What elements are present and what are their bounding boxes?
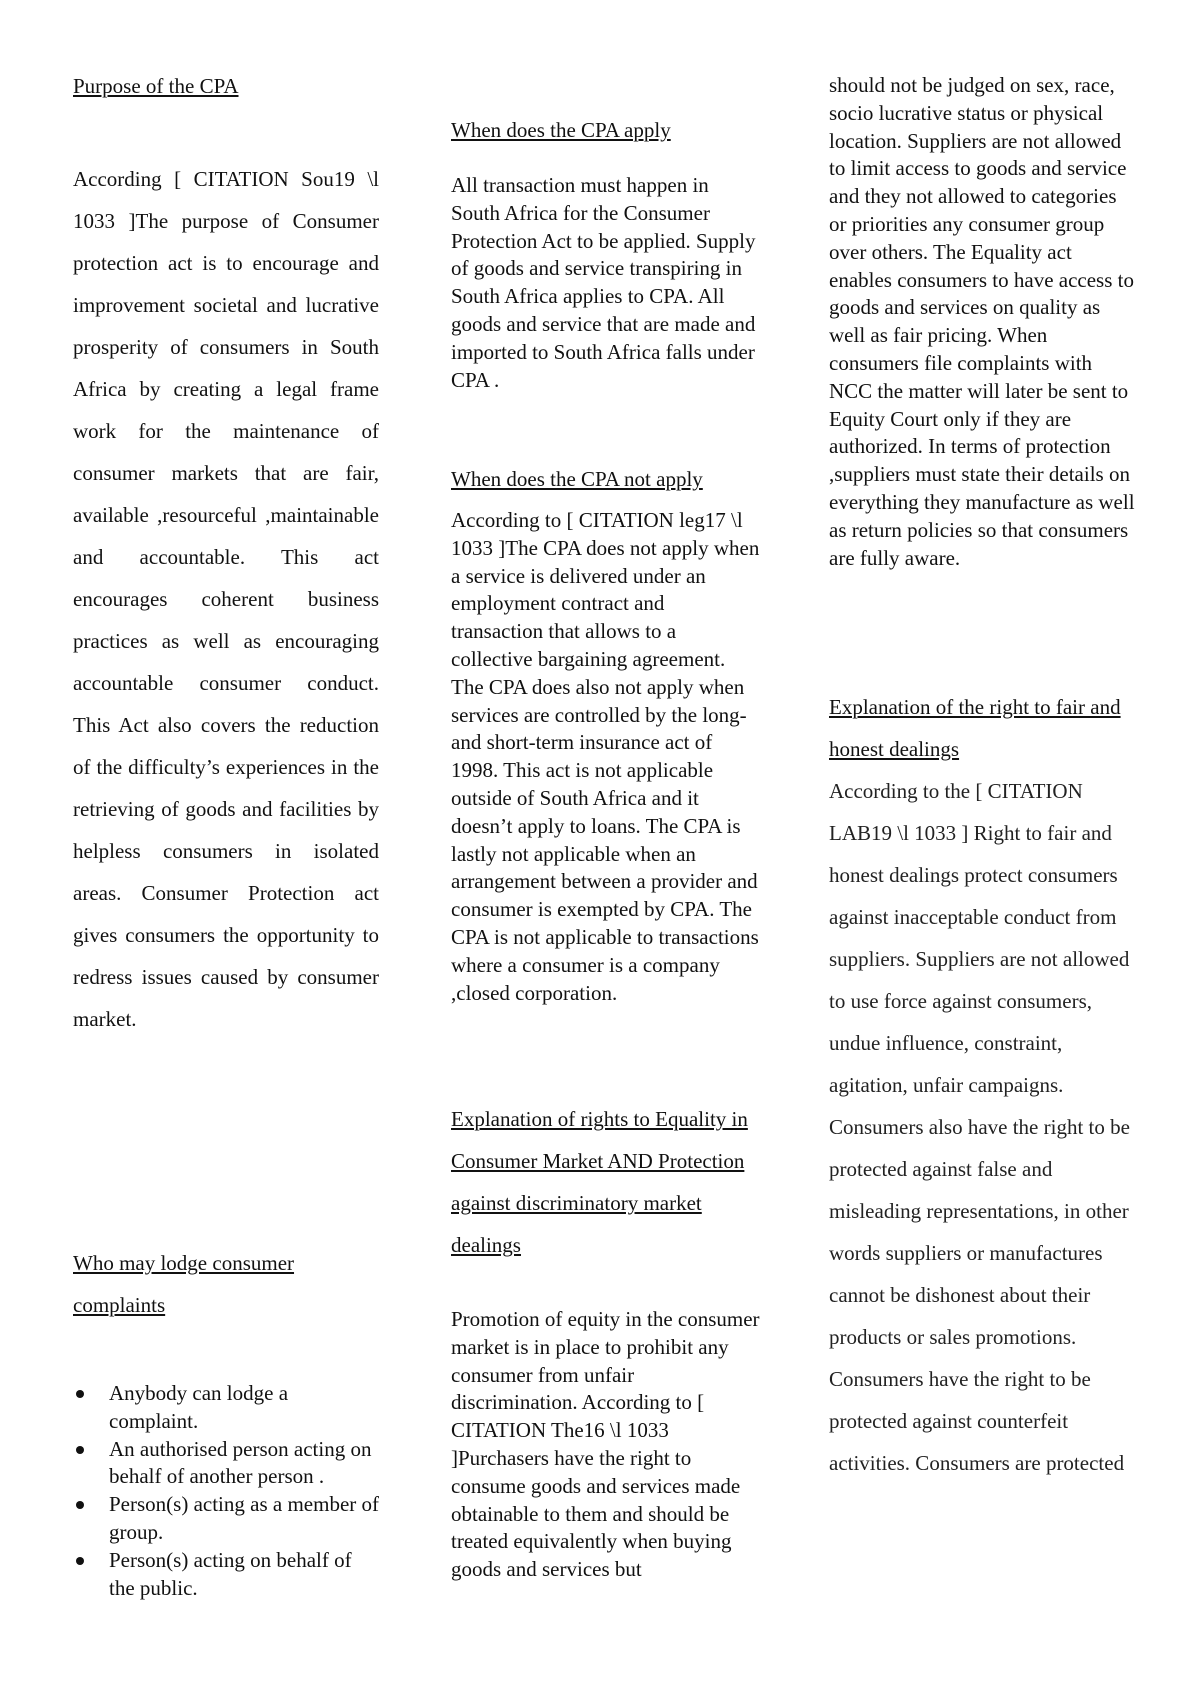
purpose-heading: Purpose of the CPA xyxy=(73,74,239,98)
list-item: Person(s) acting on behalf of the public. xyxy=(73,1547,379,1603)
equality-continued-paragraph: should not be judged on sex, race, socio lucrative status or physical location. Suppliers are not allowed to limit access to goods and service and they not allowed to categories or priorities any consumer group over others. The Equality act enables consumers to have access to goods and services on quality as well as fair pricing. When consumers file complaints with NCC the matter will later be sent to Equity Court only if they are authorized. In terms of protection ,suppliers must state their details on everything they manufacture as well as return policies so that consumers are fully aware. xyxy=(829,73,1135,570)
equality-paragraph: Promotion of equity in the consumer market is in place to prohibit any consumer from unfair discrimination. According to [ CITATION The16 \l 1033 ]Purchasers have the right to consume goods and services made obtainable to them and should be treated equivalently when buying goods and services but xyxy=(451,1307,760,1582)
lodge-list xyxy=(73,1380,379,1602)
fair-dealings-paragraph: According to the [ CITATION LAB19 \l 1033 ] Right to fair and honest dealings protect consumers against inacceptable conduct from suppliers. Suppliers are not allowed to use force against consumers, undue influence, constraint, agitation, unfair campaigns. Consumers also have the right to be protected against false and misleading representations, in other words suppliers or manufactures cannot be dishonest about their products or sales promotions. Consumers have the right to be protected against counterfeit activities. Consumers are protected xyxy=(829,779,1130,1475)
lodge-heading: Who may lodge consumer complaints xyxy=(73,1251,295,1317)
equality-heading: Explanation of rights to Equality in Consumer Market AND Protection against discriminatory market dealings xyxy=(451,1107,748,1257)
list-item: An authorised person acting on behalf of another person . xyxy=(73,1436,379,1492)
apply-paragraph: All transaction must happen in South Africa for the Consumer Protection Act to be applied. Supply of goods and service transpiring in South Africa applies to CPA. All goods and service that are made and imported to South Africa falls under CPA . xyxy=(451,173,756,392)
apply-heading: When does the CPA apply xyxy=(451,118,671,142)
not-apply-paragraph: According to [ CITATION leg17 \l 1033 ]The CPA does not apply when a service is delivered under an employment contract and transaction that allows to a collective bargaining agreement. The CPA does also not apply when services are controlled by the long- and short-term insurance act of 1998. This act is not applicable outside of South Africa and it doesn’t apply to loans. The CPA is lastly not applicable when an arrangement between a provider and consumer is exempted by CPA. The CPA is not applicable to transactions where a consumer is a company ,closed corporation. xyxy=(451,508,760,1005)
purpose-paragraph: According [ CITATION Sou19 \l 1033 ]The purpose of Consumer protection act is to encourage and improvement societal and lucrative prosperity of consumers in South Africa by creating a legal frame work for the maintenance of consumer markets that are fair, available ,resourceful ,maintainable and accountable. This act encourages coherent business practices as well as encouraging accountable consumer conduct. This Act also covers the reduction of the difficulty’s experiences in the retrieving of goods and facilities by helpless consumers in isolated areas. Consumer Protection act gives consumers the opportunity to redress issues caused by consumer market. xyxy=(73,167,379,1031)
list-item: Anybody can lodge a complaint. xyxy=(73,1380,379,1436)
not-apply-heading: When does the CPA not apply xyxy=(451,467,703,491)
list-item: Person(s) acting as a member of group. xyxy=(73,1491,379,1547)
fair-dealings-heading: Explanation of the right to fair and honest dealings xyxy=(829,695,1121,761)
